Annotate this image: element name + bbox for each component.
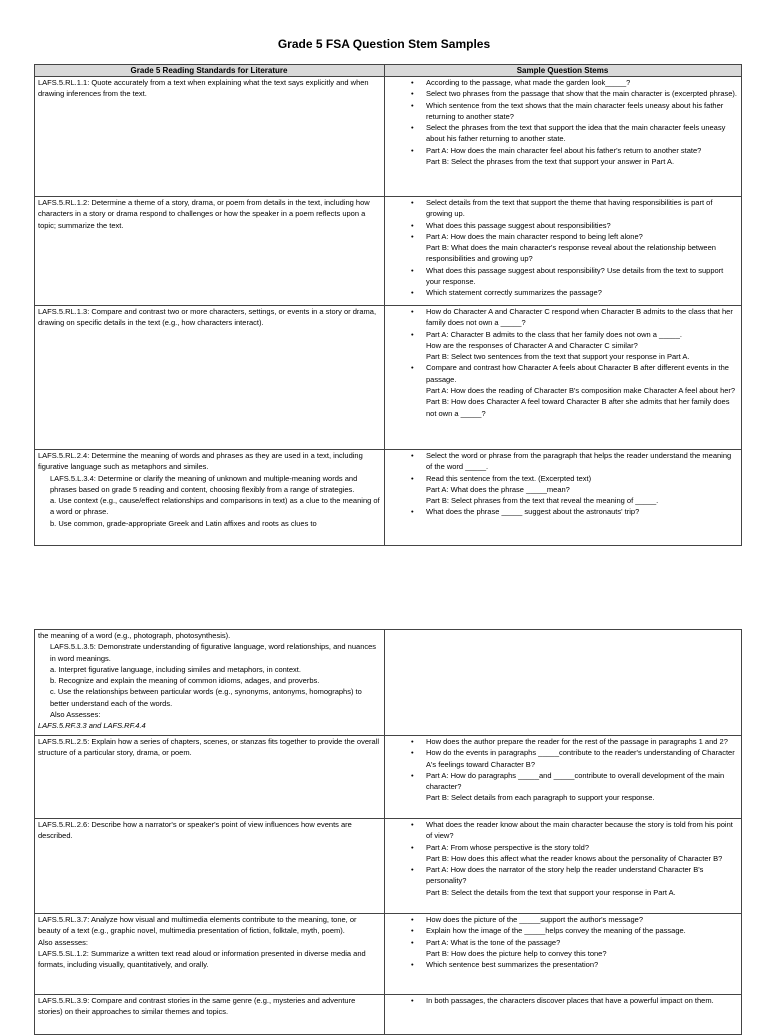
question-stem-text: Read this sentence from the text. (Excerpted text) xyxy=(426,473,592,483)
standard-text: LAFS.5.RL.1.3: Compare and contrast two or more characters, settings, or events in a story or drama, drawing on specific details in the text (e.g., how characters interact). xyxy=(38,307,377,328)
question-stem-text: Select the phrases from the text that support the idea that the main character feels uneasy about his father returning to another state. xyxy=(426,123,726,144)
standard-text: LAFS.5.RL.2.6: Describe how a narrator's or speaker's point of view influences how events are described. xyxy=(38,820,352,841)
question-stem-text: Part A: How does the main character respond to being left alone? xyxy=(426,231,643,241)
question-stem-list xyxy=(388,914,737,970)
question-stem-text: Part A: From whose perspective is the story told? xyxy=(426,842,589,852)
header-standards: Grade 5 Reading Standards for Literature xyxy=(35,65,385,77)
question-stem-text: How do the events in paragraphs _____contribute to the reader's understanding of Character A's feelings toward Character B? xyxy=(426,748,735,769)
standard-text: Also Assesses: xyxy=(50,710,101,720)
standard-text: a. Interpret figurative language, including similes and metaphors, in context. xyxy=(50,664,301,674)
table-row xyxy=(35,995,742,1035)
question-stem-subpart: Part B: How does Character A feel toward Character B after she admits that her family does not own a _____? xyxy=(426,397,730,418)
question-stem-text: Part A: Character B admits to the class that her family does not own a _____. xyxy=(426,329,682,339)
question-stem xyxy=(426,506,737,517)
question-stem-text: What does this passage suggest about responsibility? Use details from the text to support your response. xyxy=(426,265,724,287)
question-stem xyxy=(426,100,737,123)
question-stem-subpart: Part B: How does this affect what the reader knows about the personality of Character B? xyxy=(426,853,723,863)
question-stem-text: Part A: What is the tone of the passage? xyxy=(426,937,561,947)
question-stem-text: Select details from the text that support the theme that having responsibilities is part of growing up. xyxy=(426,198,713,219)
question-stem-subpart: Part A: How does the reading of Character B's composition make Character A feel about her? xyxy=(426,386,736,396)
standard-text: b. Use common, grade-appropriate Greek and Latin affixes and roots as clues to xyxy=(50,518,317,528)
standard-cell xyxy=(35,197,385,306)
standards-table-2 xyxy=(34,629,742,1035)
standard-cell xyxy=(35,450,385,546)
standard-text: a. Use context (e.g., cause/effect relationships and comparisons in text) as a clue to the meaning of a word or phrase. xyxy=(50,496,380,517)
question-stem xyxy=(426,473,737,507)
question-stem xyxy=(426,362,737,418)
question-stems-cell xyxy=(385,630,742,736)
question-stems-cell xyxy=(385,736,742,819)
question-stem-subpart: Part A: What does the phrase _____mean? xyxy=(426,484,570,494)
question-stem-subpart: Part B: Select the phrases from the text that support your answer in Part A. xyxy=(426,157,675,167)
question-stem xyxy=(426,88,737,99)
question-stem-text: How does the picture of the _____support the author's message? xyxy=(426,915,643,924)
standard-cell xyxy=(35,306,385,450)
question-stems-cell xyxy=(385,77,742,197)
standard-cell xyxy=(35,914,385,995)
question-stem-text: Which statement correctly summarizes the passage? xyxy=(426,288,602,298)
question-stem-list xyxy=(388,306,737,419)
standard-cell xyxy=(35,995,385,1035)
question-stem-list xyxy=(388,819,737,898)
standard-text: LAFS.5.RL.1.2: Determine a theme of a story, drama, or poem from details in the text, including how characters in a story or drama respond to challenges or how the speaker in a poem reflects upon a topic; summarize the text. xyxy=(38,198,370,230)
header-question-stems: Sample Question Stems xyxy=(385,65,742,77)
question-stem-text: Compare and contrast how Character A feels about Character B after different events in the passage. xyxy=(426,363,729,384)
question-stems-cell xyxy=(385,197,742,306)
question-stem-subpart: Part B: Select phrases from the text that reveal the meaning of _____. xyxy=(426,496,659,506)
table-header-row xyxy=(35,65,742,77)
standard-text: LAFS.5.RL.3.9: Compare and contrast stories in the same genre (e.g., mysteries and adventure stories) on their approaches to similar themes and topics. xyxy=(38,996,356,1017)
question-stem-list xyxy=(388,450,737,518)
question-stem xyxy=(426,925,737,936)
question-stem-text: Select two phrases from the passage that show that the main character is (excerpted phrase). xyxy=(426,89,737,99)
question-stem-subpart: Part B: What does the main character's response reveal about the relationship between responsibilities and growing up? xyxy=(426,243,716,264)
question-stem-subpart: How are the responses of Character A and Character C similar? xyxy=(426,340,638,350)
table-row xyxy=(35,914,742,995)
question-stem xyxy=(426,197,737,220)
question-stem-list xyxy=(388,736,737,804)
table-row xyxy=(35,819,742,914)
question-stem-text: Which sentence from the text shows that the main character feels uneasy about his father returning to another state? xyxy=(426,100,724,121)
standard-cell xyxy=(35,77,385,197)
standard-cell xyxy=(35,819,385,914)
question-stem xyxy=(426,122,737,145)
standard-cell xyxy=(35,630,385,736)
standard-text: LAFS.5.L.3.4: Determine or clarify the meaning of unknown and multiple-meaning words and phrases based on grade 5 reading and content, choosing flexibly from a range of strategies. xyxy=(50,473,358,494)
table-row xyxy=(35,306,742,450)
question-stems-cell xyxy=(385,450,742,546)
question-stems-cell xyxy=(385,995,742,1035)
question-stem-text: What does the reader know about the main character because the story is told from his point of view? xyxy=(426,820,733,841)
question-stem-text: Explain how the image of the _____helps convey the meaning of the passage. xyxy=(426,926,686,936)
standards-table-1 xyxy=(34,64,742,546)
question-stem xyxy=(426,914,737,925)
standard-text: LAFS.5.RL.1.1: Quote accurately from a text when explaining what the text says explicitly and when drawing inferences from the text. xyxy=(38,78,369,99)
question-stem xyxy=(426,329,737,363)
page-title: Grade 5 FSA Question Stem Samples xyxy=(277,37,491,51)
standard-text: LAFS.5.RL.3.7: Analyze how visual and multimedia elements contribute to the meaning, tone, or beauty of a text (e.g., graphic novel, multimedia presentation of fiction, folktale, myth, poem). xyxy=(38,915,357,936)
question-stem-list xyxy=(388,77,737,167)
standard-cell xyxy=(35,736,385,819)
question-stem-text: Part A: How do paragraphs _____and _____contribute to overall development of the main character? xyxy=(426,770,725,792)
standard-text: the meaning of a word (e.g., photograph, photosynthesis). xyxy=(38,631,231,640)
question-stem xyxy=(426,287,737,298)
standard-text: LAFS.5.L.3.5: Demonstrate understanding of figurative language, word relationships, and nuances in word meanings. xyxy=(50,642,377,663)
question-stems-cell xyxy=(385,306,742,450)
question-stem-subpart: Part B: Select the details from the text that support your response in Part A. xyxy=(426,887,676,897)
question-stems-cell xyxy=(385,914,742,995)
question-stem xyxy=(426,450,737,473)
question-stem xyxy=(426,265,737,288)
standard-text: c. Use the relationships between particular words (e.g., synonyms, antonyms, homographs) to better understand each of the words. xyxy=(50,687,362,708)
question-stem xyxy=(426,864,737,898)
standard-text: LAFS.5.RL.2.4: Determine the meaning of words and phrases as they are used in a text, including figurative language such as metaphors and similes. xyxy=(38,451,363,472)
question-stem xyxy=(426,819,737,842)
question-stem-text: In both passages, the characters discover places that have a powerful impact on them. xyxy=(426,996,714,1005)
table-row xyxy=(35,197,742,306)
question-stem xyxy=(426,736,737,747)
question-stem xyxy=(426,231,737,265)
question-stem xyxy=(426,937,737,960)
question-stem-list xyxy=(388,197,737,299)
question-stem-text: What does the phrase _____ suggest about the astronauts' trip? xyxy=(426,507,640,517)
question-stem-text: What does this passage suggest about responsibilities? xyxy=(426,220,611,230)
question-stem xyxy=(426,842,737,865)
standard-text: b. Recognize and explain the meaning of common idioms, adages, and proverbs. xyxy=(50,676,320,686)
question-stem xyxy=(426,220,737,231)
question-stem xyxy=(426,306,737,329)
question-stem-subpart: Part B: How does the picture help to convey this tone? xyxy=(426,948,607,958)
question-stem-text: How do Character A and Character C respond when Character B admits to the class that her family does not own a _____? xyxy=(426,307,733,328)
question-stem xyxy=(426,77,737,88)
standard-text: LAFS.5.SL.1.2: Summarize a written text read aloud or information presented in diverse media and formats, including visually, quantitatively, and orally. xyxy=(38,948,366,970)
standard-text: LAFS.5.RL.2.5: Explain how a series of chapters, scenes, or stanzas fits together to provide the overall structure of a particular story, drama, or poem. xyxy=(38,737,380,758)
question-stem-text: Part A: How does the main character feel about his father's return to another state? xyxy=(426,145,702,155)
table-row xyxy=(35,630,742,736)
standard-text: LAFS.5.RF.3.3 and LAFS.RF.4.4 xyxy=(38,721,146,731)
question-stem-list xyxy=(388,995,737,1006)
question-stems-cell xyxy=(385,819,742,914)
question-stem-text: Part A: How does the narrator of the story help the reader understand Character B's personality? xyxy=(426,865,704,886)
question-stem xyxy=(426,995,737,1006)
question-stem-subpart: Part B: Select two sentences from the text that support your response in Part A. xyxy=(426,352,690,362)
question-stem xyxy=(426,959,737,970)
question-stem-text: According to the passage, what made the garden look_____? xyxy=(426,78,631,87)
standard-text: Also assesses: xyxy=(38,937,89,947)
table-row xyxy=(35,450,742,546)
question-stem xyxy=(426,747,737,770)
table-row xyxy=(35,77,742,197)
table-row xyxy=(35,736,742,819)
question-stem-text: Select the word or phrase from the paragraph that helps the reader understand the meaning of the word _____. xyxy=(426,451,732,472)
question-stem-text: How does the author prepare the reader for the rest of the passage in paragraphs 1 and 2? xyxy=(426,737,728,746)
question-stem xyxy=(426,145,737,168)
question-stem-subpart: Part B: Select details from each paragraph to support your response. xyxy=(426,793,655,803)
question-stem-text: Which sentence best summarizes the presentation? xyxy=(426,960,599,970)
question-stem xyxy=(426,770,737,804)
